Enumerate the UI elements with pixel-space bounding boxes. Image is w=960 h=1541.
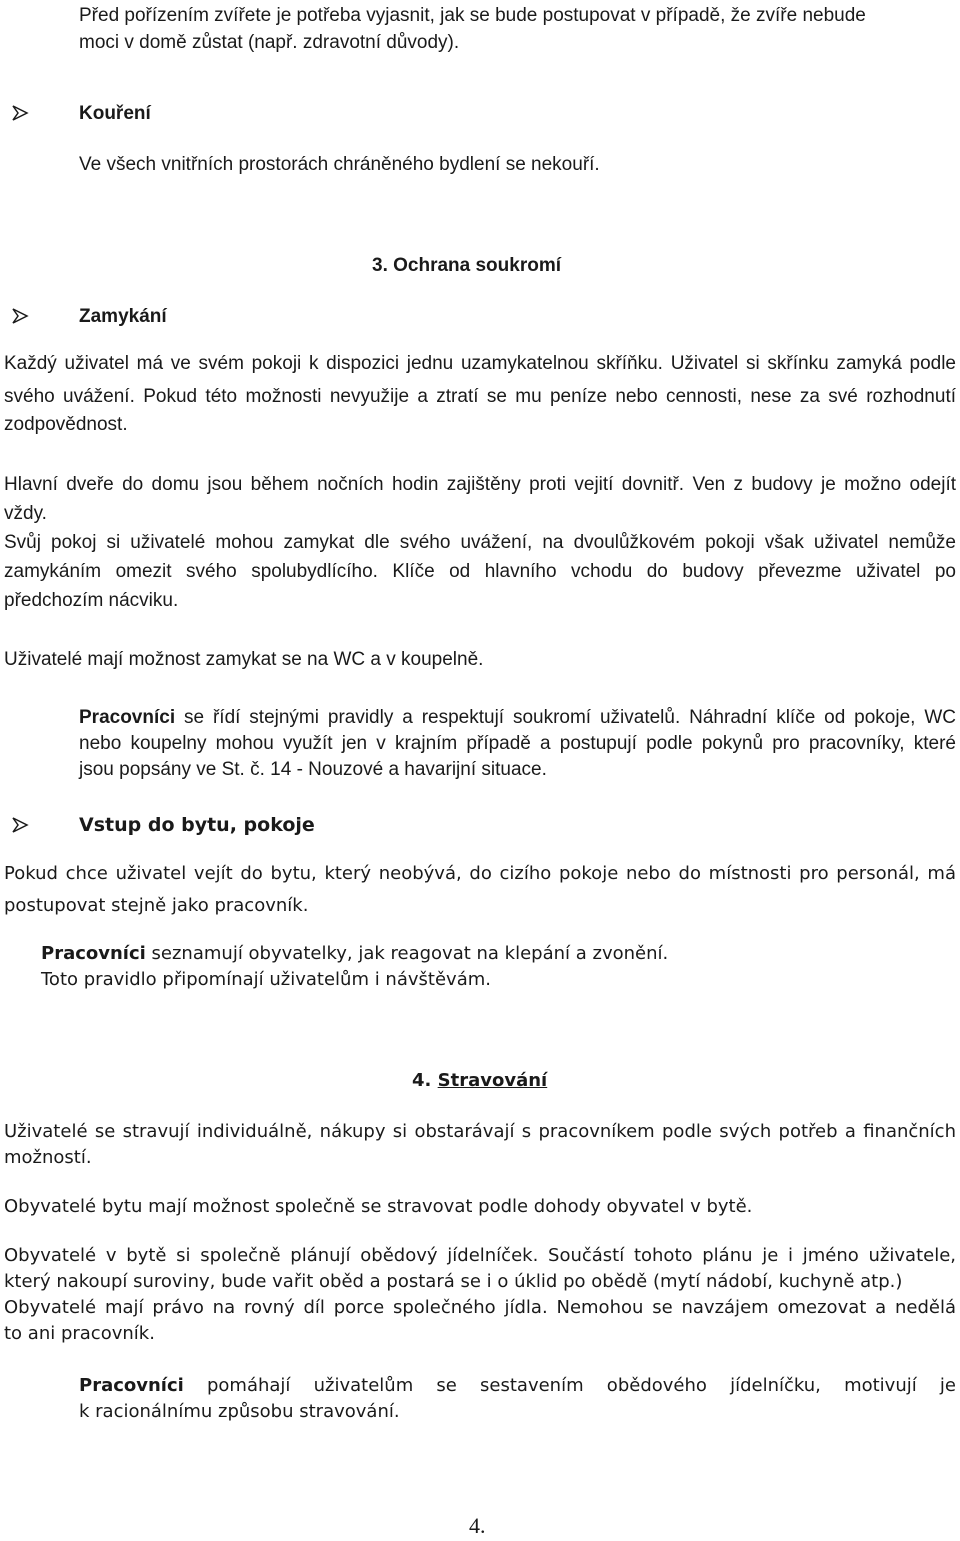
locking-p2-line1-a: Hlavní dveře do domu jsou během nočních hodin zajištěny proti vejití dovnitř. [4,474,685,495]
meals-p1-line1: Uživatelé se stravují individuálně, nákupy si obstarávají s pracovníkem podle svých potřeb a finančních [4,1121,956,1142]
entry-heading: Vstup do bytu, pokoje [79,814,315,836]
locking-p2-line1 [4,471,956,498]
locking-p1-line2-a: svého uvážení. [4,386,135,407]
locking-p3-line2-a: zamykáním omezit svého spolubydlícího. [4,561,378,582]
intro-line-2: moci v domě zůstat (např. zdravotní důvody). [79,32,460,53]
locking-p1-line1-a: Každý uživatel má ve svém pokoji k dispozici jednu uzamykatelnou skříňku. [4,353,663,374]
locking-workers-line1-b: Náhradní klíče od pokoje, WC [689,707,956,728]
entry-p1-line1: Pokud chce uživatel vejít do bytu, který neobývá, do cizího pokoje nebo do místnosti pro personál, má [4,863,956,884]
meals-p1-line2: možností. [4,1147,92,1168]
arrow-bullet-icon [11,104,29,122]
workers-label: Pracovníci [41,943,146,964]
locking-p1-line2 [4,383,956,410]
meals-p3-line3: Obyvatelé mají právo na rovný díl porce společného jídla. Nemohou se navzájem omezovat a nedělá [4,1297,956,1318]
smoking-heading: Kouření [79,103,151,124]
meals-workers-line2: k racionálnímu způsobu stravování. [79,1401,400,1422]
locking-p3-line2 [4,558,956,585]
arrow-bullet-icon [11,816,29,834]
meals-workers-line1 [79,1373,956,1399]
entry-p1-line2: postupovat stejně jako pracovník. [4,895,309,916]
locking-p3-line1: Svůj pokoj si uživatelé mohou zamykat dle svého uvážení, na dvoulůžkovém pokoji však uživatel nemůže [4,532,956,553]
section-4-title: Stravování [437,1070,548,1091]
locking-p1-line1 [4,350,956,377]
locking-workers-line1-a: se řídí stejnými pravidly a respektují soukromí uživatelů. [175,707,681,728]
locking-p1-line1-b: Uživatel si skřínku zamyká podle [670,353,957,374]
meals-p3-line4: to ani pracovník. [4,1323,155,1344]
locking-p2-line1-b: Ven z budovy je možno odejít [692,474,957,495]
locking-p3-line3: předchozím nácviku. [4,590,179,611]
meals-workers-line1-text: pomáhají uživatelům se sestavením obědového jídelníčku, motivují je [183,1375,956,1396]
section-4-number: 4. [412,1070,432,1091]
workers-label: Pracovníci [79,707,176,728]
locking-workers-line1 [79,704,956,731]
locking-p4: Uživatelé mají možnost zamykat se na WC a v koupelně. [4,649,484,670]
meals-p3-line2: který nakoupí suroviny, bude vařit oběd a postará se i o úklid po obědě (mytí nádobí, kuchyně atp.) [4,1271,903,1292]
intro-line-1: Před pořízením zvířete je potřeba vyjasnit, jak se bude postupovat v případě, že zvíře nebude [79,5,866,26]
meals-p2: Obyvatelé bytu mají možnost společně se stravovat podle dohody obyvatel v bytě. [4,1196,753,1217]
locking-p1-line3: zodpovědnost. [4,414,128,435]
locking-heading: Zamykání [79,306,167,327]
locking-p3-line2-b: Klíče od hlavního vchodu do budovy převezme uživatel po [392,561,956,582]
page-number: 4. [469,1513,486,1538]
arrow-bullet-icon [11,307,29,325]
meals-p3-line1: Obyvatelé v bytě si společně plánují obědový jídelníček. Součástí tohoto plánu je i jméno uživatele, [4,1245,956,1266]
locking-workers-line2: nebo koupelny mohou využít jen v krajním případě a postupují podle pokynů pro pracovníky, které [79,733,956,754]
locking-p2-line2: vždy. [4,503,47,524]
entry-workers-line1-text: seznamují obyvatelky, jak reagovat na klepání a zvonění. [145,943,669,964]
entry-workers-line2: Toto pravidlo připomínají uživatelům i návštěvám. [41,969,491,990]
workers-label: Pracovníci [79,1375,184,1396]
section-4-heading [412,1068,547,1094]
entry-workers-line1 [41,941,668,967]
section-3-heading: 3. Ochrana soukromí [372,255,562,276]
locking-p1-line2-b: Pokud této možnosti nevyužije a ztratí se mu peníze nebo cennosti, nese za své rozhodnutí [143,386,956,407]
smoking-text: Ve všech vnitřních prostorách chráněného bydlení se nekouří. [79,154,600,175]
locking-workers-line3: jsou popsány ve St. č. 14 - Nouzové a havarijní situace. [79,759,547,780]
